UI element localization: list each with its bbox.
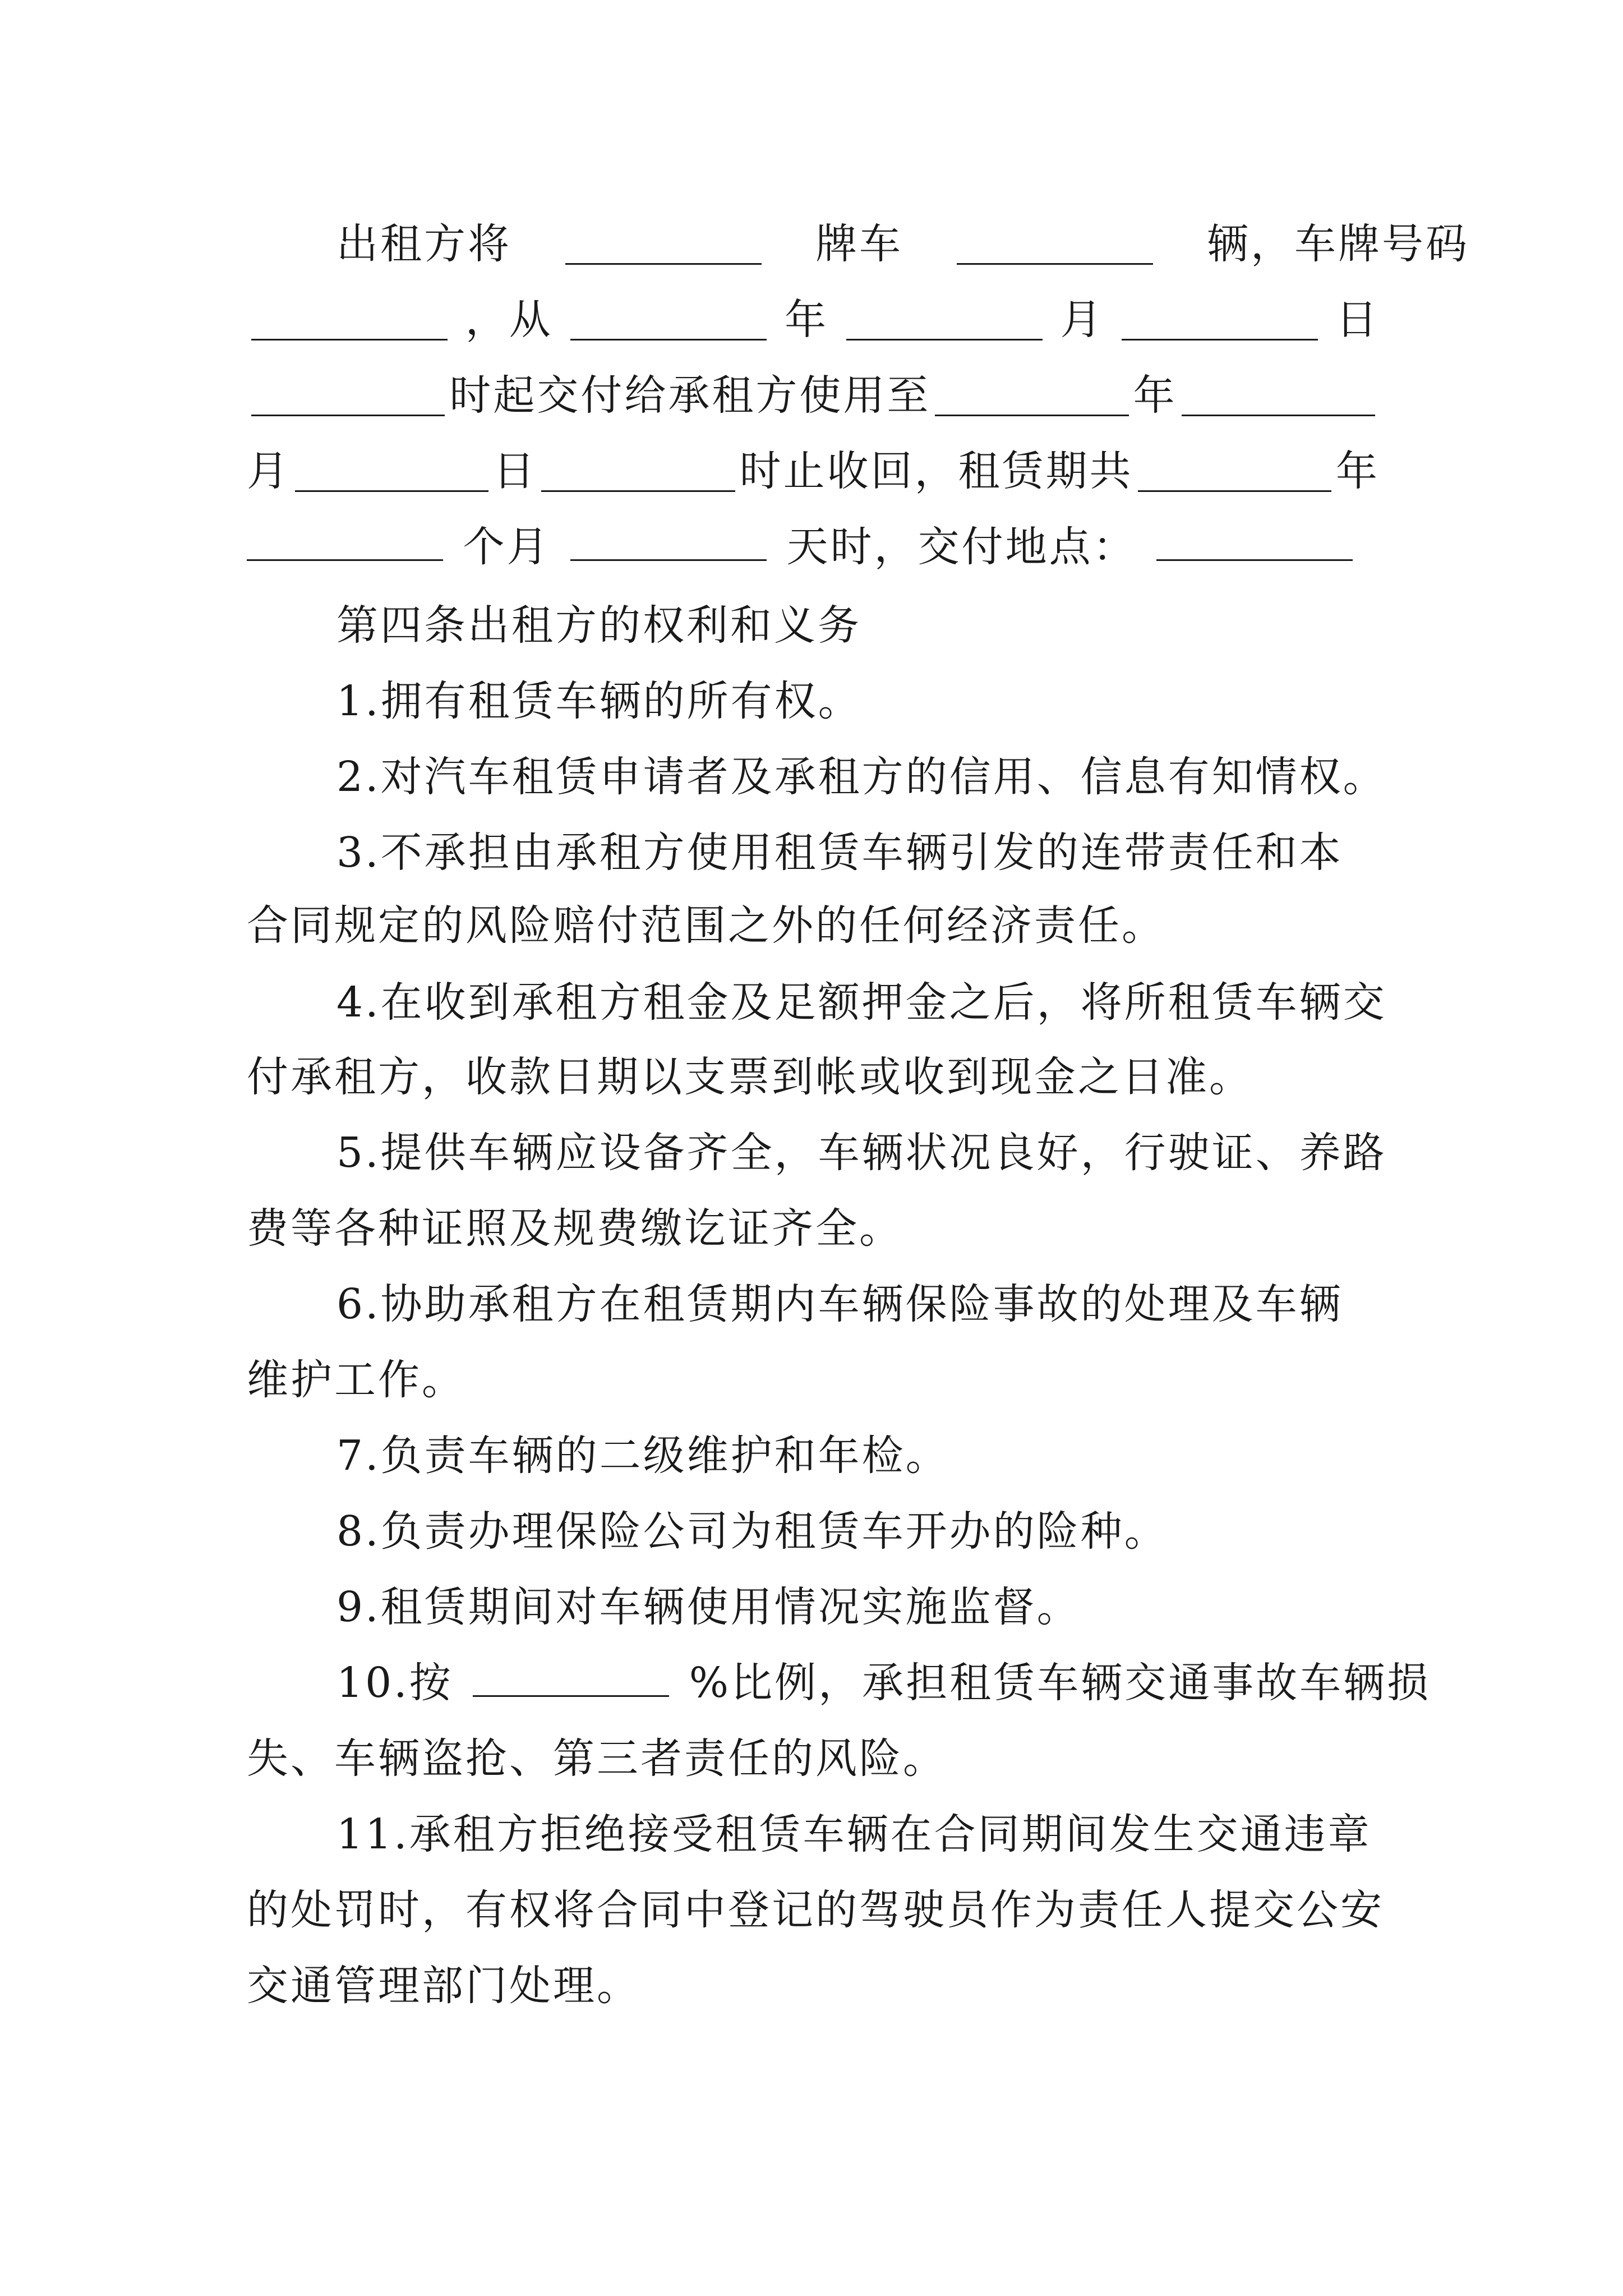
item-3-line-1: 3.不承担由承租方使用租赁车辆引发的连带责任和本 bbox=[336, 829, 1343, 877]
blank-field[interactable] bbox=[473, 1656, 669, 1697]
form-text: ，从 bbox=[465, 296, 553, 344]
form-line-3 bbox=[247, 353, 1380, 438]
form-text: 日 bbox=[1335, 296, 1380, 344]
item-10-line-2: 失、车辆盗抢、第三者责任的风险。 bbox=[247, 1734, 947, 1783]
blank-field[interactable] bbox=[1156, 520, 1353, 561]
blank-field[interactable] bbox=[957, 224, 1153, 265]
blank-field[interactable] bbox=[565, 224, 762, 265]
form-line-1 bbox=[336, 202, 1469, 286]
blank-field[interactable] bbox=[247, 520, 443, 561]
blank-field[interactable] bbox=[251, 375, 445, 416]
item-5-line-2: 费等各种证照及规费缴讫证齐全。 bbox=[247, 1204, 903, 1253]
blank-field[interactable] bbox=[1122, 300, 1318, 341]
blank-field[interactable] bbox=[570, 520, 767, 561]
form-text: 时止收回，租赁期共 bbox=[739, 447, 1133, 495]
form-text: 月 bbox=[1060, 296, 1104, 344]
form-text: 辆，车牌号码 bbox=[1207, 220, 1469, 268]
blank-field[interactable] bbox=[251, 300, 448, 341]
item-6-line-2: 维护工作。 bbox=[247, 1356, 465, 1404]
item-8: 8.负责办理保险公司为租赁车开办的险种。 bbox=[336, 1507, 1168, 1556]
blank-field[interactable] bbox=[935, 375, 1128, 416]
form-text: 月 bbox=[247, 447, 291, 495]
form-line-2 bbox=[247, 278, 1380, 362]
form-text: 出租方将 bbox=[336, 220, 511, 268]
item-10-prefix: 10.按 bbox=[336, 1659, 453, 1707]
form-text: 日 bbox=[493, 447, 537, 495]
form-line-4 bbox=[247, 429, 1380, 513]
item-4-line-1: 4.在收到承租方租金及足额押金之后，将所租赁车辆交 bbox=[336, 978, 1387, 1027]
form-text: 时起交付给承租方使用至 bbox=[449, 371, 931, 420]
form-text: 年 bbox=[785, 296, 829, 344]
form-text: 个月 bbox=[463, 523, 551, 571]
item-3-line-2: 合同规定的风险赔付范围之外的任何经济责任。 bbox=[247, 901, 1165, 950]
blank-field[interactable] bbox=[295, 451, 488, 492]
blank-field[interactable] bbox=[1182, 375, 1375, 416]
item-11-line-3: 交通管理部门处理。 bbox=[247, 1962, 640, 2010]
item-5-line-1: 5.提供车辆应设备齐全，车辆状况良好，行驶证、养路 bbox=[336, 1129, 1387, 1177]
item-9: 9.租赁期间对车辆使用情况实施监督。 bbox=[336, 1583, 1081, 1631]
item-6-line-1: 6.协助承租方在租赁期内车辆保险事故的处理及车辆 bbox=[336, 1280, 1343, 1328]
blank-field[interactable] bbox=[1138, 451, 1331, 492]
item-10-suffix: %比例，承担租赁车辆交通事故车辆损 bbox=[689, 1659, 1431, 1707]
item-11-line-1: 11.承租方拒绝接受租赁车辆在合同期间发生交通违章 bbox=[336, 1810, 1372, 1858]
item-11-line-2: 的处罚时，有权将合同中登记的驾驶员作为责任人提交公安 bbox=[247, 1886, 1384, 1934]
blank-field[interactable] bbox=[846, 300, 1043, 341]
item-7: 7.负责车辆的二级维护和年检。 bbox=[336, 1432, 949, 1480]
form-text: 年 bbox=[1133, 371, 1177, 420]
form-line-5 bbox=[247, 505, 1380, 589]
item-2: 2.对汽车租赁申请者及承租方的信用、信息有知情权。 bbox=[336, 753, 1387, 801]
blank-field[interactable] bbox=[570, 300, 767, 341]
item-1: 1.拥有租赁车辆的所有权。 bbox=[336, 677, 862, 725]
form-text: 天时，交付地点： bbox=[786, 523, 1137, 571]
form-text: 年 bbox=[1335, 447, 1380, 495]
item-10-line-1 bbox=[336, 1641, 1469, 1725]
form-text: 牌车 bbox=[815, 220, 903, 268]
blank-field[interactable] bbox=[541, 451, 735, 492]
section-title: 第四条出租方的权利和义务 bbox=[336, 601, 861, 650]
item-4-line-2: 付承租方，收款日期以支票到帐或收到现金之日准。 bbox=[247, 1053, 1253, 1101]
